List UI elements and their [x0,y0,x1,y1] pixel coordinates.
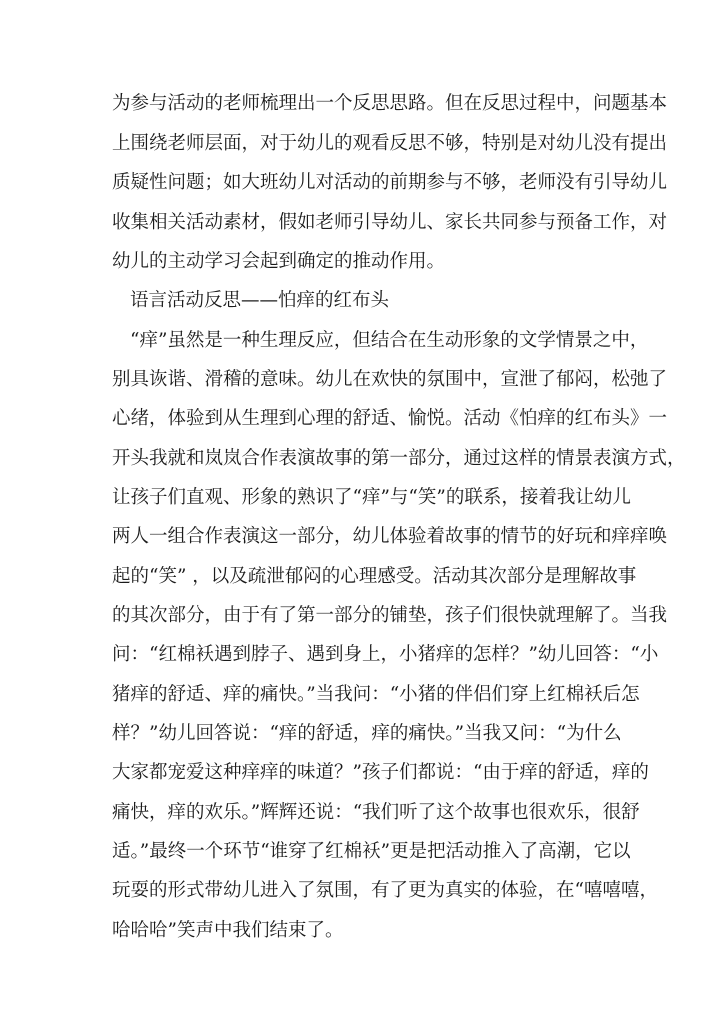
text-line: 心绪，体验到从生理到心理的舒适、愉悦。活动《怕痒的红布头》一 [112,408,668,429]
text-line: 上围绕老师层面，对于幼儿的观看反思不够，特别是对幼儿没有提出 [112,133,668,154]
text-line: 开头我就和岚岚合作表演故事的第一部分，通过这样的情景表演方式， [112,448,686,469]
text-line: 让孩子们直观、形象的熟识了“痒”与“笑”的联系，接着我让幼儿 [112,487,631,508]
text-line: 猪痒的舒适、痒的痛快。”当我问：“小猪的伴侣们穿上红棉袄后怎 [112,684,640,705]
text-line: 两人一组合作表演这一部分，幼儿体验着故事的情节的好玩和痒痒唤 [112,526,668,547]
text-line: 问：“红棉袄遇到脖子、遇到身上，小猪痒的怎样？”幼儿回答：“小 [112,644,659,665]
text-line: 痛快，痒的欢乐。”辉辉还说：“我们听了这个故事也很欢乐，很舒 [112,802,640,823]
text-line: 起的“笑” ，以及疏泄郁闷的心理感受。活动其次部分是理解故事 [112,566,637,587]
text-line: 哈哈哈”笑声中我们结束了。 [112,920,344,941]
text-line: 的其次部分，由于有了第一部分的铺垫，孩子们很快就理解了。当我 [112,605,668,626]
text-line: 收集相关活动素材，假如老师引导幼儿、家长共同参与预备工作，对 [112,212,668,233]
text-line: “痒”虽然是一种生理反应，但结合在生动形象的文学情景之中， [130,330,649,351]
text-line: 大家都宠爱这种痒痒的味道？”孩子们都说：“由于痒的舒适，痒的 [112,762,649,783]
section-heading: 语言活动反思——怕痒的红布头 [130,290,390,311]
text-line: 质疑性问题；如大班幼儿对活动的前期参与不够，老师没有引导幼儿 [112,172,668,193]
text-line: 适。”最终一个环节“谁穿了红棉袄”更是把活动推入了高潮，它以 [112,841,631,862]
text-line: 别具诙谐、滑稽的意味。幼儿在欢快的氛围中，宣泄了郁闷，松弛了 [112,369,668,390]
text-line: 为参与活动的老师梳理出一个反思思路。但在反思过程中，问题基本 [112,93,668,114]
text-line: 样？”幼儿回答说：“痒的舒适，痒的痛快。”当我又问：“为什么 [112,723,622,744]
text-line: 幼儿的主动学习会起到确定的推动作用。 [112,251,446,272]
text-line: 玩耍的形式带幼儿进入了氛围，有了更为真实的体验，在“嘻嘻嘻， [112,880,658,901]
